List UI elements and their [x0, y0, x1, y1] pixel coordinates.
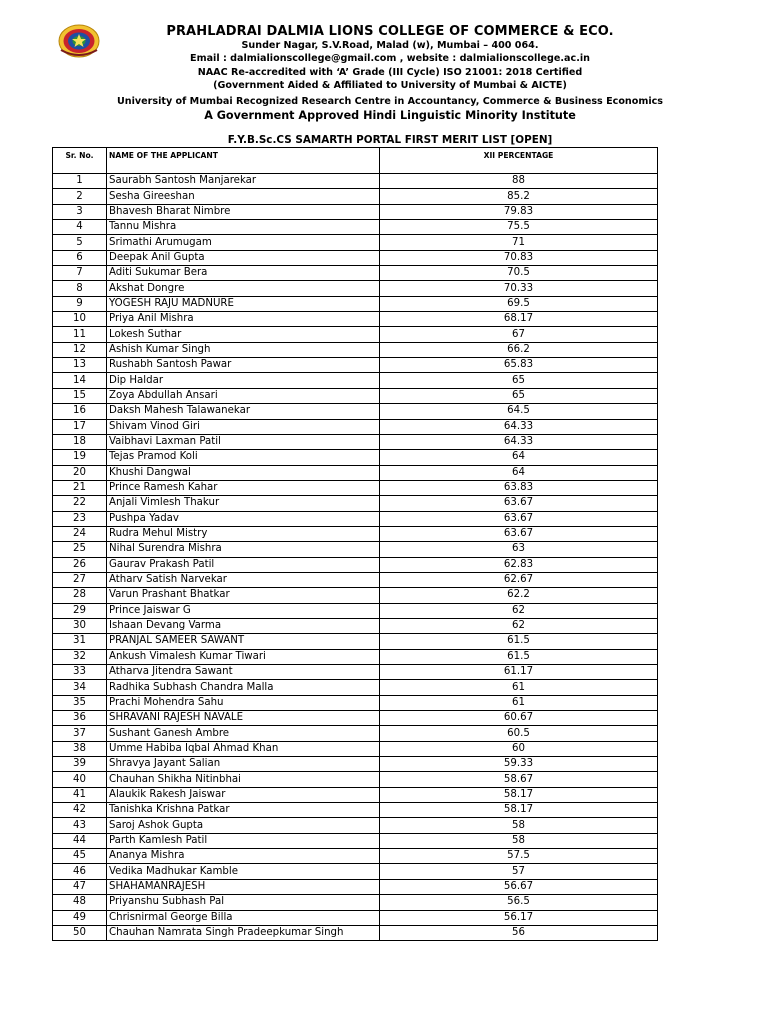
sr-no-cell: 11 — [53, 327, 107, 342]
sr-no-cell: 27 — [53, 572, 107, 587]
table-row — [53, 787, 658, 802]
table-row — [53, 542, 658, 557]
table-row — [53, 220, 658, 235]
applicant-name-cell: Priyanshu Subhash Pal — [107, 895, 380, 910]
applicant-name-cell: Prachi Mohendra Sahu — [107, 695, 380, 710]
table-row — [53, 557, 658, 572]
xii-percentage-cell: 64 — [380, 465, 658, 480]
xii-percentage-cell: 64.33 — [380, 419, 658, 434]
table-row — [53, 296, 658, 311]
applicant-name-cell: Vaibhavi Laxman Patil — [107, 434, 380, 449]
table-row — [53, 526, 658, 541]
sr-no-cell: 26 — [53, 557, 107, 572]
sr-no-cell: 1 — [53, 174, 107, 189]
table-row — [53, 189, 658, 204]
table-row — [53, 312, 658, 327]
applicant-name-cell: Shravya Jayant Salian — [107, 757, 380, 772]
college-name: PRAHLADRAI DALMIA LIONS COLLEGE OF COMMERCE & ECO. — [166, 24, 614, 39]
table-row — [53, 572, 658, 587]
sr-no-cell: 45 — [53, 849, 107, 864]
xii-percentage-cell: 58 — [380, 818, 658, 833]
xii-percentage-cell: 62.67 — [380, 572, 658, 587]
applicant-name-cell: Radhika Subhash Chandra Malla — [107, 680, 380, 695]
sr-no-cell: 43 — [53, 818, 107, 833]
applicant-name-cell: Prince Ramesh Kahar — [107, 480, 380, 495]
sr-no-cell: 48 — [53, 895, 107, 910]
xii-percentage-cell: 57 — [380, 864, 658, 879]
merit-list-body — [53, 174, 658, 941]
applicant-name-cell: Parth Kamlesh Patil — [107, 833, 380, 848]
table-row — [53, 803, 658, 818]
applicant-name-cell: Bhavesh Bharat Nimbre — [107, 204, 380, 219]
xii-percentage-cell: 61.5 — [380, 634, 658, 649]
sr-no-cell: 36 — [53, 711, 107, 726]
xii-percentage-cell: 64.33 — [380, 434, 658, 449]
applicant-name-cell: Chauhan Namrata Singh Pradeepkumar Singh — [107, 925, 380, 940]
applicant-name-cell: Sushant Ganesh Ambre — [107, 726, 380, 741]
applicant-name-cell: Aditi Sukumar Bera — [107, 266, 380, 281]
xii-percentage-cell: 61.17 — [380, 665, 658, 680]
applicant-name-cell: Zoya Abdullah Ansari — [107, 388, 380, 403]
table-row — [53, 174, 658, 189]
sr-no-cell: 13 — [53, 358, 107, 373]
xii-percentage-cell: 62 — [380, 603, 658, 618]
applicant-name-cell: SHAHAMANRAJESH — [107, 879, 380, 894]
sr-no-cell: 37 — [53, 726, 107, 741]
applicant-name-cell: Chauhan Shikha Nitinbhai — [107, 772, 380, 787]
table-header-row — [53, 148, 658, 174]
table-row — [53, 772, 658, 787]
xii-percentage-cell: 57.5 — [380, 849, 658, 864]
applicant-name-cell: Rushabh Santosh Pawar — [107, 358, 380, 373]
table-row — [53, 404, 658, 419]
sr-no-cell: 25 — [53, 542, 107, 557]
applicant-name-cell: Nihal Surendra Mishra — [107, 542, 380, 557]
xii-percentage-cell: 67 — [380, 327, 658, 342]
applicant-name-cell: SHRAVANI RAJESH NAVALE — [107, 711, 380, 726]
sr-no-cell: 15 — [53, 388, 107, 403]
applicant-name-cell: Akshat Dongre — [107, 281, 380, 296]
table-row — [53, 711, 658, 726]
table-row — [53, 388, 658, 403]
sr-no-cell: 29 — [53, 603, 107, 618]
xii-percentage-cell: 61 — [380, 695, 658, 710]
sr-no-cell: 16 — [53, 404, 107, 419]
applicant-name-cell: Shivam Vinod Giri — [107, 419, 380, 434]
xii-percentage-cell: 63.67 — [380, 526, 658, 541]
applicant-name-cell: Daksh Mahesh Talawanekar — [107, 404, 380, 419]
xii-percentage-cell: 56.17 — [380, 910, 658, 925]
xii-percentage-cell: 70.33 — [380, 281, 658, 296]
sr-no-cell: 30 — [53, 618, 107, 633]
xii-percentage-cell: 64 — [380, 450, 658, 465]
xii-percentage-cell: 58.67 — [380, 772, 658, 787]
table-row — [53, 603, 658, 618]
sr-no-cell: 7 — [53, 266, 107, 281]
table-row — [53, 741, 658, 756]
sr-no-cell: 24 — [53, 526, 107, 541]
sr-no-cell: 19 — [53, 450, 107, 465]
table-row — [53, 250, 658, 265]
applicant-name-cell: Dip Haldar — [107, 373, 380, 388]
applicant-name-cell: Khushi Dangwal — [107, 465, 380, 480]
table-row — [53, 864, 658, 879]
xii-percentage-cell: 68.17 — [380, 312, 658, 327]
xii-percentage-cell: 65 — [380, 388, 658, 403]
xii-percentage-cell: 58 — [380, 833, 658, 848]
table-row — [53, 480, 658, 495]
applicant-name-cell: Ashish Kumar Singh — [107, 342, 380, 357]
table-row — [53, 879, 658, 894]
xii-percentage-cell: 62.83 — [380, 557, 658, 572]
xii-percentage-cell: 56.5 — [380, 895, 658, 910]
table-row — [53, 327, 658, 342]
applicant-name-cell: Gaurav Prakash Patil — [107, 557, 380, 572]
table-row — [53, 634, 658, 649]
xii-percentage-cell: 62 — [380, 618, 658, 633]
applicant-name-cell: Prince Jaiswar G — [107, 603, 380, 618]
merit-list-title: F.Y.B.Sc.CS SAMARTH PORTAL FIRST MERIT LIST [OPEN] — [227, 134, 553, 146]
xii-percentage-cell: 63.67 — [380, 511, 658, 526]
applicant-name-cell: Tannu Mishra — [107, 220, 380, 235]
sr-no-cell: 28 — [53, 588, 107, 603]
sr-no-cell: 34 — [53, 680, 107, 695]
table-row — [53, 281, 658, 296]
table-row — [53, 849, 658, 864]
xii-percentage-cell: 58.17 — [380, 803, 658, 818]
sr-no-cell: 47 — [53, 879, 107, 894]
xii-percentage-cell: 63.83 — [380, 480, 658, 495]
applicant-name-cell: Umme Habiba Iqbal Ahmad Khan — [107, 741, 380, 756]
sr-no-cell: 22 — [53, 496, 107, 511]
research-centre-line: University of Mumbai Recognized Research Centre in Accountancy, Commerce & Business Economics — [116, 96, 664, 107]
table-row — [53, 235, 658, 250]
table-row — [53, 358, 658, 373]
table-row — [53, 434, 658, 449]
sr-no-cell: 21 — [53, 480, 107, 495]
xii-percentage-cell: 75.5 — [380, 220, 658, 235]
sr-no-cell: 23 — [53, 511, 107, 526]
applicant-name-cell: YOGESH RAJU MADNURE — [107, 296, 380, 311]
applicant-name-cell: Alaukik Rakesh Jaiswar — [107, 787, 380, 802]
table-row — [53, 726, 658, 741]
sr-no-cell: 12 — [53, 342, 107, 357]
table-row — [53, 496, 658, 511]
sr-no-cell: 2 — [53, 189, 107, 204]
applicant-name-cell: PRANJAL SAMEER SAWANT — [107, 634, 380, 649]
sr-no-cell: 42 — [53, 803, 107, 818]
sr-no-cell: 8 — [53, 281, 107, 296]
sr-no-cell: 3 — [53, 204, 107, 219]
column-header-sr-no: Sr. No. — [53, 148, 107, 174]
xii-percentage-cell: 61 — [380, 680, 658, 695]
xii-percentage-cell: 65.83 — [380, 358, 658, 373]
xii-percentage-cell: 65 — [380, 373, 658, 388]
table-row — [53, 373, 658, 388]
xii-percentage-cell: 56 — [380, 925, 658, 940]
column-header-applicant-name: NAME OF THE APPLICANT — [107, 148, 380, 174]
contact-line: Email : dalmialionscollege@gmail.com , website : dalmialionscollege.ac.in — [190, 53, 590, 64]
applicant-name-cell: Atharva Jitendra Sawant — [107, 665, 380, 680]
applicant-name-cell: Chrisnirmal George Billa — [107, 910, 380, 925]
merit-list-table — [52, 147, 658, 941]
table-row — [53, 419, 658, 434]
table-row — [53, 588, 658, 603]
table-row — [53, 925, 658, 940]
applicant-name-cell: Rudra Mehul Mistry — [107, 526, 380, 541]
sr-no-cell: 6 — [53, 250, 107, 265]
applicant-name-cell: Saroj Ashok Gupta — [107, 818, 380, 833]
table-row — [53, 833, 658, 848]
table-row — [53, 910, 658, 925]
sr-no-cell: 17 — [53, 419, 107, 434]
applicant-name-cell: Saurabh Santosh Manjarekar — [107, 174, 380, 189]
applicant-name-cell: Lokesh Suthar — [107, 327, 380, 342]
sr-no-cell: 35 — [53, 695, 107, 710]
applicant-name-cell: Vedika Madhukar Kamble — [107, 864, 380, 879]
applicant-name-cell: Srimathi Arumugam — [107, 235, 380, 250]
xii-percentage-cell: 63.67 — [380, 496, 658, 511]
applicant-name-cell: Anjali Vimlesh Thakur — [107, 496, 380, 511]
xii-percentage-cell: 70.5 — [380, 266, 658, 281]
affiliation-line: (Government Aided & Affiliated to University of Mumbai & AICTE) — [213, 80, 567, 91]
xii-percentage-cell: 58.17 — [380, 787, 658, 802]
applicant-name-cell: Ishaan Devang Varma — [107, 618, 380, 633]
sr-no-cell: 41 — [53, 787, 107, 802]
applicant-name-cell: Ananya Mishra — [107, 849, 380, 864]
sr-no-cell: 31 — [53, 634, 107, 649]
table-row — [53, 895, 658, 910]
xii-percentage-cell: 63 — [380, 542, 658, 557]
xii-percentage-cell: 64.5 — [380, 404, 658, 419]
applicant-name-cell: Pushpa Yadav — [107, 511, 380, 526]
table-row — [53, 342, 658, 357]
xii-percentage-cell: 88 — [380, 174, 658, 189]
minority-institute-line: A Government Approved Hindi Linguistic Minority Institute — [204, 109, 576, 122]
xii-percentage-cell: 61.5 — [380, 649, 658, 664]
column-header-xii-percentage: XII PERCENTAGE — [380, 148, 658, 174]
applicant-name-cell: Varun Prashant Bhatkar — [107, 588, 380, 603]
sr-no-cell: 10 — [53, 312, 107, 327]
sr-no-cell: 39 — [53, 757, 107, 772]
applicant-name-cell: Sesha Gireeshan — [107, 189, 380, 204]
xii-percentage-cell: 79.83 — [380, 204, 658, 219]
xii-percentage-cell: 69.5 — [380, 296, 658, 311]
table-row — [53, 665, 658, 680]
xii-percentage-cell: 56.67 — [380, 879, 658, 894]
sr-no-cell: 18 — [53, 434, 107, 449]
applicant-name-cell: Priya Anil Mishra — [107, 312, 380, 327]
xii-percentage-cell: 85.2 — [380, 189, 658, 204]
sr-no-cell: 46 — [53, 864, 107, 879]
applicant-name-cell: Ankush Vimalesh Kumar Tiwari — [107, 649, 380, 664]
xii-percentage-cell: 70.83 — [380, 250, 658, 265]
sr-no-cell: 40 — [53, 772, 107, 787]
sr-no-cell: 38 — [53, 741, 107, 756]
xii-percentage-cell: 60.5 — [380, 726, 658, 741]
table-row — [53, 618, 658, 633]
accreditation-line: NAAC Re-accredited with ‘A’ Grade (III Cycle) ISO 21001: 2018 Certified — [197, 67, 583, 78]
sr-no-cell: 49 — [53, 910, 107, 925]
sr-no-cell: 32 — [53, 649, 107, 664]
sr-no-cell: 33 — [53, 665, 107, 680]
applicant-name-cell: Deepak Anil Gupta — [107, 250, 380, 265]
xii-percentage-cell: 62.2 — [380, 588, 658, 603]
applicant-name-cell: Atharv Satish Narvekar — [107, 572, 380, 587]
sr-no-cell: 9 — [53, 296, 107, 311]
applicant-name-cell: Tanishka Krishna Patkar — [107, 803, 380, 818]
sr-no-cell: 4 — [53, 220, 107, 235]
table-row — [53, 266, 658, 281]
college-address: Sunder Nagar, S.V.Road, Malad (w), Mumbai – 400 064. — [241, 40, 539, 51]
table-row — [53, 695, 658, 710]
xii-percentage-cell: 66.2 — [380, 342, 658, 357]
table-row — [53, 450, 658, 465]
xii-percentage-cell: 60.67 — [380, 711, 658, 726]
xii-percentage-cell: 59.33 — [380, 757, 658, 772]
xii-percentage-cell: 60 — [380, 741, 658, 756]
table-row — [53, 649, 658, 664]
sr-no-cell: 14 — [53, 373, 107, 388]
table-row — [53, 680, 658, 695]
sr-no-cell: 5 — [53, 235, 107, 250]
table-row — [53, 818, 658, 833]
table-row — [53, 757, 658, 772]
table-row — [53, 204, 658, 219]
sr-no-cell: 50 — [53, 925, 107, 940]
table-row — [53, 465, 658, 480]
xii-percentage-cell: 71 — [380, 235, 658, 250]
table-row — [53, 511, 658, 526]
applicant-name-cell: Tejas Pramod Koli — [107, 450, 380, 465]
sr-no-cell: 44 — [53, 833, 107, 848]
sr-no-cell: 20 — [53, 465, 107, 480]
